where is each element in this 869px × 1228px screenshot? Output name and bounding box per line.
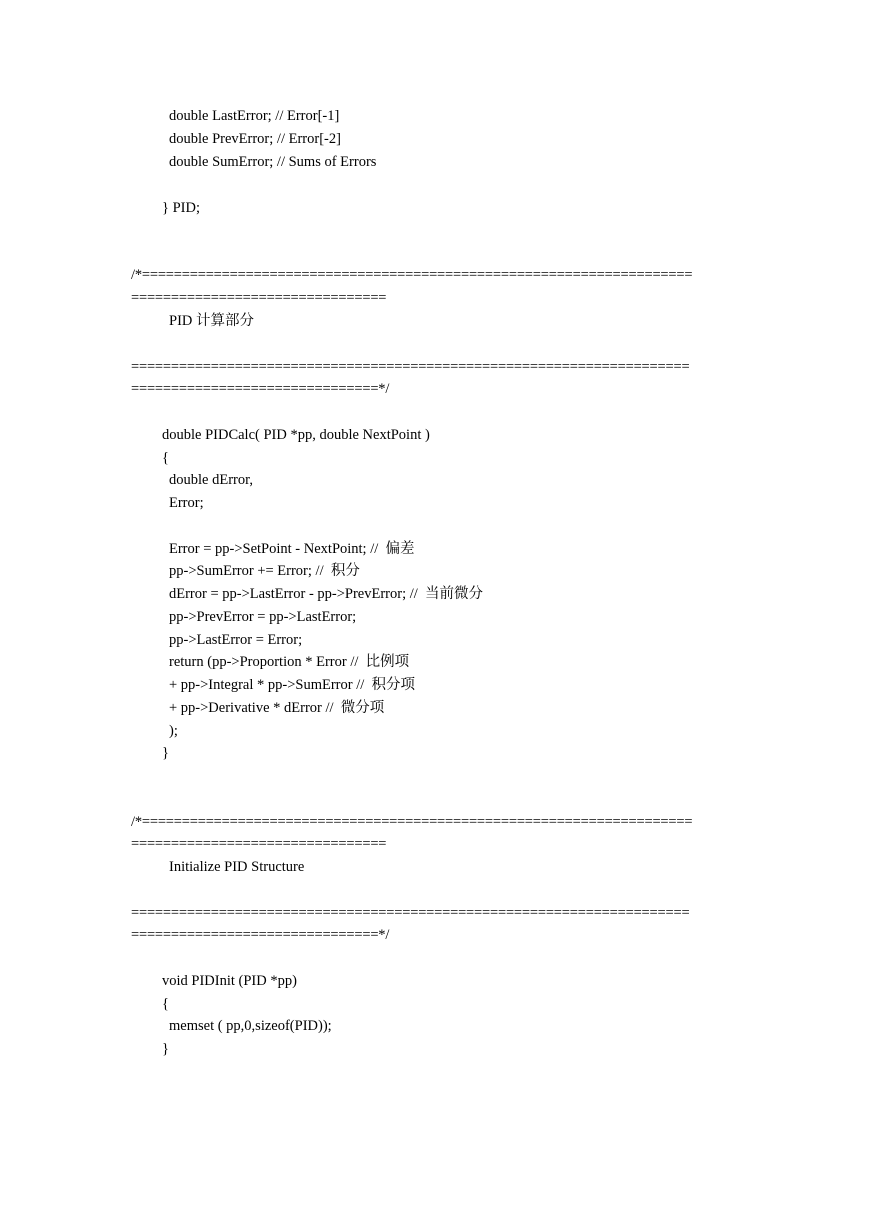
comment-separator-continued-2: ================================ <box>131 836 387 852</box>
comment-separator: ====================================================================== <box>131 359 690 375</box>
code-line-declare-error: Error; <box>169 495 204 511</box>
comment-separator-close-2: ===============================*/ <box>131 927 390 943</box>
code-line-memset: memset ( pp,0,sizeof(PID)); <box>169 1018 332 1034</box>
code-line-sum-error-add: pp->SumError += Error; // 积分 <box>169 563 360 579</box>
code-line-struct-end: } PID; <box>162 200 200 216</box>
code-line-sum-error: double SumError; // Sums of Errors <box>169 154 377 170</box>
comment-separator-open: /*===================================================================== <box>131 267 693 283</box>
code-line-compute-derror: dError = pp->LastError - pp->PrevError; // 当前微分 <box>169 586 484 602</box>
code-line-update-prev-error: pp->PrevError = pp->LastError; <box>169 609 357 625</box>
code-line-compute-error: Error = pp->SetPoint - NextPoint; // 偏差 <box>169 541 415 557</box>
code-line-prev-error: double PrevError; // Error[-2] <box>169 131 341 147</box>
comment-separator-open-2: /*===================================================================== <box>131 814 693 830</box>
code-line-open-brace: { <box>162 450 169 466</box>
code-line-return-proportion: return (pp->Proportion * Error // 比例项 <box>169 654 410 670</box>
code-line-init-open-brace: { <box>162 996 169 1012</box>
code-line-last-error: double LastError; // Error[-1] <box>169 108 340 124</box>
comment-separator-close: ===============================*/ <box>131 381 390 397</box>
code-line-close-paren: ); <box>169 723 178 739</box>
comment-separator-2: ====================================================================== <box>131 905 690 921</box>
comment-separator-continued: ================================ <box>131 290 387 306</box>
code-line-derivative-term: + pp->Derivative * dError // 微分项 <box>169 700 385 716</box>
code-line-declare-derror: double dError, <box>169 472 253 488</box>
code-line-init-signature: void PIDInit (PID *pp) <box>162 973 297 989</box>
code-line-update-last-error: pp->LastError = Error; <box>169 632 303 648</box>
section-heading-pid-calc: PID 计算部分 <box>169 313 254 329</box>
code-line-function-signature: double PIDCalc( PID *pp, double NextPoint ) <box>162 427 430 443</box>
code-line-integral-term: + pp->Integral * pp->SumError // 积分项 <box>169 677 416 693</box>
section-heading-init: Initialize PID Structure <box>169 859 305 875</box>
code-line-init-close-brace: } <box>162 1041 169 1057</box>
code-line-close-brace: } <box>162 745 169 761</box>
